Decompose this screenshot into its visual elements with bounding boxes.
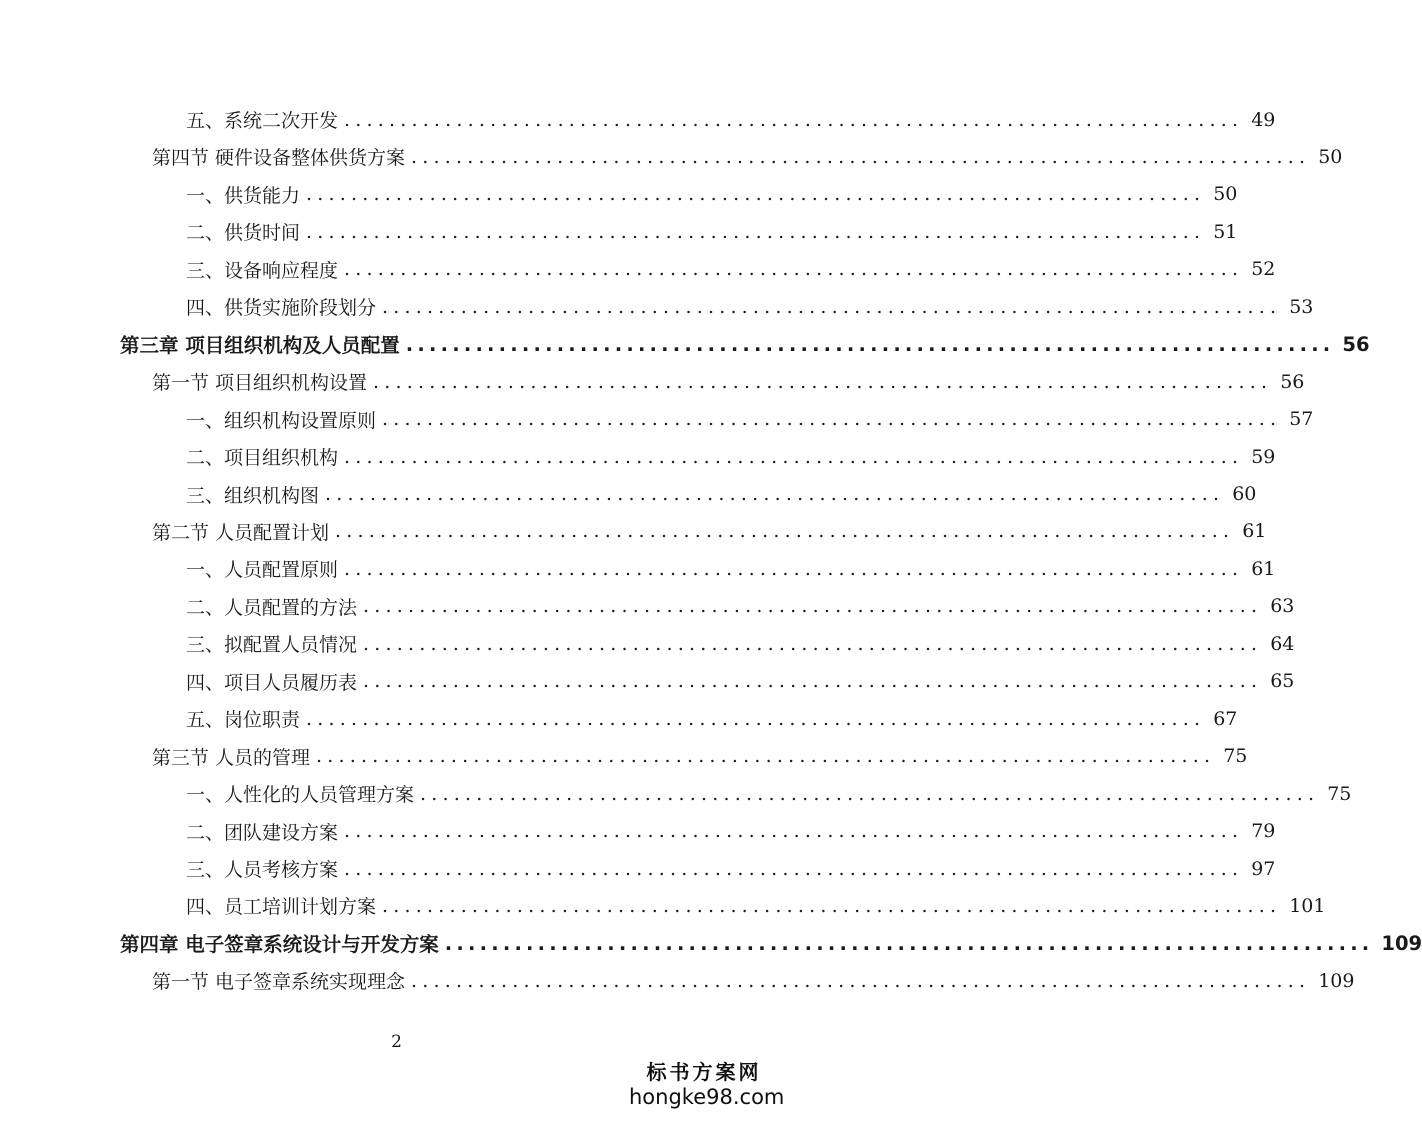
toc-entry-item[interactable] [0, 101, 1276, 138]
toc-entry-page-number: 109 [1381, 931, 1422, 955]
toc-entry-title: 二、供货时间 [186, 222, 301, 245]
toc-entry-page-number: 60 [1232, 483, 1257, 505]
toc-entry-section[interactable] [0, 138, 1343, 175]
toc-entry-item[interactable] [0, 775, 1352, 812]
toc-entry-section[interactable] [0, 738, 1248, 775]
toc-entry-title: 四、项目人员履历表 [186, 671, 358, 694]
toc-entry-page-number: 51 [1213, 220, 1238, 243]
toc-entry-page-number: 52 [1251, 258, 1276, 281]
toc-entry-item[interactable] [0, 850, 1276, 887]
toc-dot-leader: ................................................................................ [363, 595, 1263, 618]
toc-dot-leader: ................................................................................ [405, 332, 1335, 356]
toc-dot-leader: ................................................................................ [344, 557, 1244, 580]
toc-dot-leader: ................................................................................ [373, 370, 1273, 393]
toc-dot-leader: ................................................................................ [344, 258, 1244, 281]
toc-entry-title: 三、组织机构图 [186, 484, 320, 507]
toc-entry-page-number: 53 [1289, 295, 1314, 318]
toc-entry-item[interactable] [0, 588, 1295, 625]
toc-dot-leader: ................................................................................ [382, 295, 1282, 318]
toc-entry-page-number: 61 [1251, 557, 1276, 580]
toc-entry-page-number: 50 [1213, 183, 1238, 206]
toc-dot-leader: ................................................................................ [344, 820, 1244, 843]
page-number: 2 [391, 1032, 402, 1052]
toc-entry-title: 第一节 电子签章系统实现理念 [152, 971, 406, 994]
toc-entry-title: 二、人员配置的方法 [186, 596, 358, 619]
toc-entry-page-number: 57 [1289, 408, 1314, 431]
toc-entry-chapter[interactable] [0, 326, 1370, 363]
toc-entry-page-number: 64 [1270, 632, 1295, 655]
toc-entry-title: 一、人员配置原则 [186, 559, 339, 582]
toc-entry-item[interactable] [0, 213, 1238, 250]
toc-entry-item[interactable] [0, 625, 1295, 662]
toc-entry-title: 第四节 硬件设备整体供货方案 [152, 147, 406, 170]
toc-entry-title: 二、团队建设方案 [186, 821, 339, 844]
toc-dot-leader: ................................................................................ [335, 520, 1235, 543]
toc-entry-page-number: 50 [1318, 145, 1343, 168]
toc-entry-title: 一、供货能力 [186, 184, 301, 207]
toc-entry-section[interactable] [0, 363, 1305, 400]
toc-dot-leader: ................................................................................ [363, 670, 1263, 693]
toc-dot-leader: ................................................................................ [420, 782, 1320, 805]
toc-entry-page-number: 61 [1242, 520, 1267, 543]
toc-dot-leader: ................................................................................ [344, 445, 1244, 468]
toc-entry-item[interactable] [0, 288, 1314, 325]
toc-entry-item[interactable] [0, 401, 1314, 438]
toc-entry-section[interactable] [0, 513, 1267, 550]
toc-dot-leader: ................................................................................ [382, 408, 1282, 431]
toc-entry-item[interactable] [0, 663, 1295, 700]
toc-dot-leader: ................................................................................ [325, 483, 1225, 505]
toc-dot-leader: ................................................................................ [306, 183, 1206, 206]
toc-entry-item[interactable] [0, 476, 1257, 513]
site-watermark [629, 1060, 785, 1110]
toc-entry-title: 五、系统二次开发 [186, 110, 339, 132]
toc-entry-title: 三、人员考核方案 [186, 859, 339, 881]
toc-entry-title: 一、人性化的人员管理方案 [186, 784, 415, 807]
toc-entry-title: 三、设备响应程度 [186, 259, 339, 282]
toc-entry-title: 一、组织机构设置原则 [186, 409, 377, 432]
toc-dot-leader: ................................................................................ [306, 707, 1206, 730]
toc-dot-leader: ................................................................................ [411, 145, 1311, 168]
toc-entry-section[interactable] [0, 962, 1355, 999]
toc-entry-title: 二、项目组织机构 [186, 447, 339, 470]
toc-entry-title: 三、拟配置人员情况 [186, 634, 358, 657]
toc-entry-item[interactable] [0, 438, 1276, 475]
toc-entry-item[interactable] [0, 550, 1276, 587]
toc-entry-title: 第四章 电子签章系统设计与开发方案 [120, 933, 439, 957]
toc-entry-title: 第三节 人员的管理 [152, 746, 311, 769]
toc-entry-page-number: 79 [1251, 820, 1276, 843]
toc-entry-item[interactable] [0, 251, 1276, 288]
toc-dot-leader: ................................................................................ [344, 857, 1244, 880]
toc-entry-item[interactable] [0, 887, 1326, 924]
toc-entry-page-number: 75 [1223, 745, 1248, 768]
toc-entry-item[interactable] [0, 813, 1276, 850]
toc-entry-chapter[interactable] [0, 925, 1422, 962]
toc-dot-leader: ................................................................................ [344, 108, 1244, 131]
toc-entry-page-number: 65 [1270, 670, 1295, 693]
toc-dot-leader: ................................................................................ [363, 632, 1263, 655]
toc-entry-page-number: 109 [1318, 969, 1355, 992]
toc-dot-leader: ................................................................................ [316, 745, 1216, 768]
watermark-site-name: 标书方案网 [646, 1060, 762, 1084]
toc-entry-page-number: 97 [1251, 857, 1276, 880]
toc-entry-page-number: 56 [1280, 370, 1305, 393]
toc-entry-page-number: 49 [1251, 108, 1276, 131]
toc-dot-leader: ................................................................................ [382, 894, 1282, 917]
watermark-url: hongke98.com [629, 1085, 785, 1109]
toc-entry-title: 第三章 项目组织机构及人员配置 [120, 334, 400, 358]
toc-entry-page-number: 75 [1327, 782, 1352, 805]
toc-entry-item[interactable] [0, 176, 1238, 213]
toc-dot-leader: ................................................................................ [411, 969, 1311, 992]
toc-entry-title: 五、岗位职责 [186, 709, 301, 732]
toc-entry-page-number: 63 [1270, 595, 1295, 618]
toc-entry-item[interactable] [0, 700, 1238, 737]
toc-entry-title: 第一节 项目组织机构设置 [152, 372, 368, 395]
toc-entry-page-number: 67 [1213, 707, 1238, 730]
toc-entry-page-number: 101 [1289, 894, 1326, 917]
toc-entry-title: 第二节 人员配置计划 [152, 521, 330, 544]
toc-entry-page-number: 59 [1251, 445, 1276, 468]
toc-dot-leader: ................................................................................ [306, 220, 1206, 243]
toc-entry-page-number: 56 [1342, 332, 1370, 356]
toc-entry-title: 四、员工培训计划方案 [186, 896, 377, 919]
toc-entry-title: 四、供货实施阶段划分 [186, 297, 377, 320]
toc-dot-leader: ................................................................................ [444, 931, 1374, 955]
